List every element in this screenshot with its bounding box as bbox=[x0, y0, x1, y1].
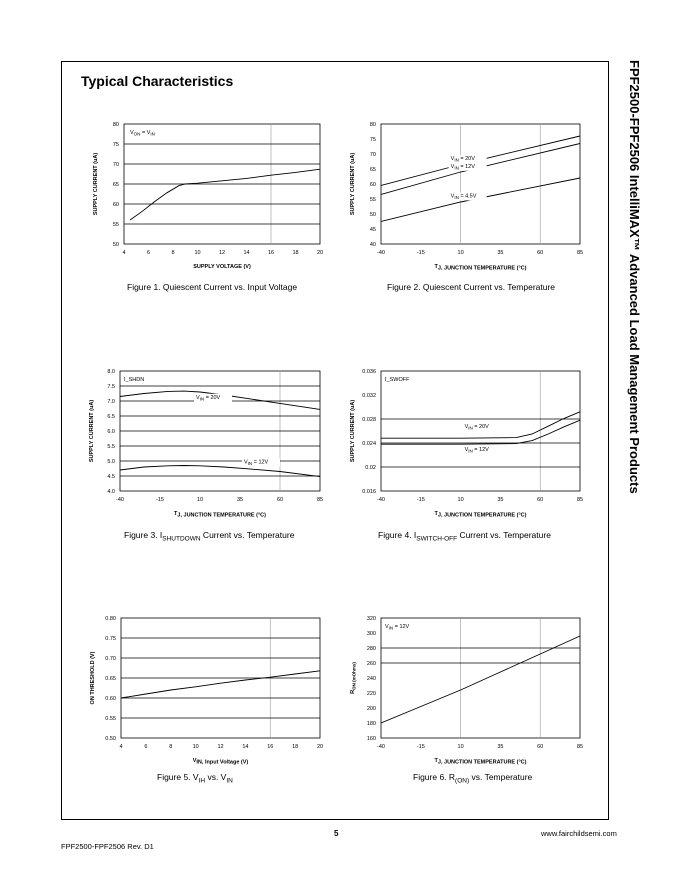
y-axis-label: SUPPLY CURRENT (uA) bbox=[93, 152, 99, 216]
y-tick-label: 75 bbox=[369, 137, 376, 143]
y-tick-label: 6.5 bbox=[107, 414, 115, 420]
y-tick-label: 0.70 bbox=[105, 656, 116, 662]
y-tick-label: 65 bbox=[112, 182, 119, 188]
caption-figure-1: Figure 1. Quiescent Current vs. Input Voltage bbox=[127, 282, 298, 292]
chart-annotation: I_SWOFF bbox=[385, 377, 410, 383]
x-tick-label: 12 bbox=[217, 744, 224, 750]
y-tick-label: 0.80 bbox=[105, 616, 116, 622]
x-tick-label: 6 bbox=[146, 250, 151, 256]
series-line bbox=[381, 636, 580, 723]
y-tick-label: 55 bbox=[112, 222, 119, 228]
x-tick-label: 12 bbox=[218, 250, 226, 256]
x-tick-label: -15 bbox=[416, 250, 425, 256]
document-revision: FPF2500-FPF2506 Rev. D1 bbox=[61, 842, 154, 851]
x-axis-label: TJ, JUNCTION TEMPERATURE (°C) bbox=[174, 511, 266, 519]
y-axis-label: SUPPLY CURRENT (uA) bbox=[350, 152, 356, 216]
y-tick-label: 0.50 bbox=[105, 736, 116, 742]
y-tick-label: 280 bbox=[366, 646, 376, 652]
x-tick-label: 60 bbox=[537, 744, 544, 750]
chart-figure-2 bbox=[348, 118, 598, 278]
y-tick-label: 80 bbox=[369, 122, 376, 128]
x-tick-label: -40 bbox=[377, 744, 385, 750]
caption-figure-3: Figure 3. $I_{SHUTDOWN}$ Current vs. Temperature bbox=[124, 530, 295, 543]
x-tick-label: 20 bbox=[316, 250, 324, 256]
x-tick-label: 20 bbox=[316, 744, 324, 750]
y-axis-label: $R_{ON (mOhms)}$ bbox=[350, 662, 357, 694]
series-label: $V_{IN} = 20V$ bbox=[450, 156, 475, 163]
side-title-text: FPF2500-FPF2506 IntelliMAX™ Advanced Load Management Products bbox=[627, 60, 642, 494]
page-number: 5 bbox=[334, 829, 339, 838]
y-tick-label: 200 bbox=[366, 706, 376, 712]
y-tick-label: 6.0 bbox=[107, 429, 115, 435]
x-tick-label: 8 bbox=[171, 250, 175, 256]
y-tick-label: 220 bbox=[366, 691, 376, 697]
x-tick-label: 18 bbox=[292, 744, 299, 750]
y-axis-label: ON THRESHOLD (V) bbox=[90, 651, 96, 705]
y-tick-label: 70 bbox=[369, 152, 376, 158]
x-tick-label: 85 bbox=[316, 497, 324, 503]
caption-figure-6: Figure 6. $R_{(ON)}$ vs. Temperature bbox=[413, 772, 533, 785]
x-tick-label: 60 bbox=[537, 250, 544, 256]
y-tick-label: 0.65 bbox=[105, 676, 116, 682]
series-label: $V_{IN} = 4.5V$ bbox=[450, 193, 477, 200]
x-tick-label: 85 bbox=[576, 250, 584, 256]
series-line bbox=[130, 169, 320, 220]
x-tick-label: 10 bbox=[457, 744, 464, 750]
chart-annotation: $V_{IN} = 12V$ bbox=[385, 624, 410, 631]
x-tick-label: 60 bbox=[537, 497, 544, 503]
x-tick-label: 85 bbox=[576, 744, 584, 750]
y-axis-label: SUPPLY CURRENT (uA) bbox=[350, 399, 356, 463]
y-tick-label: 160 bbox=[366, 736, 376, 742]
y-tick-label: 240 bbox=[366, 676, 376, 682]
x-tick-label: 10 bbox=[457, 250, 464, 256]
x-tick-label: 10 bbox=[194, 250, 201, 256]
caption-figure-2: Figure 2. Quiescent Current vs. Temperature bbox=[387, 282, 556, 292]
x-tick-label: 35 bbox=[236, 497, 244, 503]
y-tick-label: 0.024 bbox=[362, 441, 376, 447]
x-tick-label: -40 bbox=[377, 250, 385, 256]
x-tick-label: 10 bbox=[192, 744, 199, 750]
series-label: $V_{IN} = 20V$ bbox=[196, 394, 221, 402]
caption-figure-4: Figure 4. $I_{SWITCH-OFF}$ Current vs. Temperature bbox=[378, 530, 551, 543]
y-tick-label: 0.036 bbox=[362, 369, 376, 375]
x-tick-label: 10 bbox=[457, 497, 464, 503]
series-line bbox=[120, 466, 320, 477]
x-tick-label: -40 bbox=[377, 497, 385, 503]
x-axis-label: SUPPLY VOLTAGE (V) bbox=[193, 264, 251, 270]
x-tick-label: 60 bbox=[276, 497, 284, 503]
x-tick-label: 35 bbox=[497, 744, 504, 750]
y-tick-label: 70 bbox=[112, 162, 119, 168]
y-tick-label: 60 bbox=[112, 202, 119, 208]
x-tick-label: -15 bbox=[156, 497, 164, 503]
x-tick-label: 16 bbox=[267, 250, 275, 256]
chart-figure-3 bbox=[88, 365, 338, 525]
x-axis-label: TJ, JUNCTION TEMPERATURE (°C) bbox=[434, 758, 527, 766]
y-tick-label: 65 bbox=[369, 167, 376, 173]
caption-figure-5: Figure 5. $V_{IH}$ vs. $V_{IN}$ bbox=[157, 772, 233, 785]
y-tick-label: 50 bbox=[369, 212, 376, 218]
x-tick-label: 14 bbox=[242, 744, 249, 750]
series-label: $V_{IN} = 12V$ bbox=[464, 447, 489, 454]
x-tick-label: 4 bbox=[122, 250, 126, 256]
chart-annotation: $V_{ON} = V_{IN}$ bbox=[130, 130, 155, 137]
chart-figure-5 bbox=[88, 612, 338, 772]
x-axis-label: TJ, JUNCTION TEMPERATURE (°C) bbox=[434, 264, 527, 272]
x-tick-label: 10 bbox=[196, 497, 204, 503]
x-axis-label: TJ, JUNCTION TEMPERATURE (°C) bbox=[434, 511, 527, 519]
x-tick-label: 18 bbox=[292, 250, 299, 256]
y-tick-label: 260 bbox=[366, 661, 376, 667]
y-tick-label: 5.0 bbox=[107, 459, 115, 465]
x-tick-label: -15 bbox=[416, 744, 425, 750]
y-tick-label: 80 bbox=[112, 122, 119, 128]
y-tick-label: 50 bbox=[112, 242, 119, 248]
x-tick-label: 85 bbox=[576, 497, 584, 503]
y-tick-label: 8.0 bbox=[107, 369, 115, 375]
y-tick-label: 0.028 bbox=[362, 417, 376, 423]
x-tick-label: 6 bbox=[144, 744, 148, 750]
x-tick-label: 16 bbox=[267, 744, 274, 750]
y-tick-label: 4.5 bbox=[107, 474, 115, 480]
x-tick-label: 35 bbox=[497, 497, 504, 503]
y-tick-label: 0.02 bbox=[365, 465, 376, 471]
chart-figure-1 bbox=[88, 118, 338, 278]
y-tick-label: 55 bbox=[369, 197, 376, 203]
series-label: $V_{IN} = 12V$ bbox=[450, 163, 475, 171]
x-tick-label: 35 bbox=[497, 250, 504, 256]
y-tick-label: 300 bbox=[366, 631, 376, 637]
y-tick-label: 0.60 bbox=[105, 696, 116, 702]
x-axis-label: VIN, Input Voltage (V) bbox=[192, 758, 249, 766]
y-tick-label: 180 bbox=[366, 721, 376, 727]
y-tick-label: 5.5 bbox=[107, 444, 115, 450]
y-tick-label: 0.016 bbox=[362, 489, 376, 495]
side-title bbox=[622, 60, 642, 520]
x-tick-label: -15 bbox=[416, 497, 425, 503]
website-link[interactable]: www.fairchildsemi.com bbox=[541, 829, 617, 838]
x-tick-label: -40 bbox=[116, 497, 124, 503]
y-tick-label: 7.5 bbox=[107, 384, 115, 390]
y-tick-label: 0.55 bbox=[105, 716, 116, 722]
y-tick-label: 60 bbox=[369, 182, 376, 188]
y-tick-label: 0.032 bbox=[362, 393, 376, 399]
y-tick-label: 0.75 bbox=[105, 636, 116, 642]
y-tick-label: 7.0 bbox=[107, 399, 115, 405]
y-tick-label: 75 bbox=[112, 142, 119, 148]
x-tick-label: 8 bbox=[169, 744, 173, 750]
series-line bbox=[121, 671, 320, 698]
y-tick-label: 320 bbox=[366, 616, 376, 622]
y-tick-label: 45 bbox=[369, 227, 376, 233]
series-label: $V_{IN} = 12V$ bbox=[244, 459, 269, 466]
chart-figure-4 bbox=[340, 365, 598, 525]
x-tick-label: 14 bbox=[243, 250, 250, 256]
section-title: Typical Characteristics bbox=[81, 73, 234, 89]
chart-annotation: I_SHDN bbox=[124, 377, 145, 383]
y-tick-label: 40 bbox=[369, 242, 376, 248]
x-tick-label: 4 bbox=[119, 744, 123, 750]
y-tick-label: 4.0 bbox=[107, 489, 115, 495]
y-axis-label: SUPPLY CURRENT (uA) bbox=[89, 399, 95, 463]
series-label: $V_{IN} = 20V$ bbox=[464, 424, 489, 431]
chart-figure-6 bbox=[348, 612, 598, 772]
plot-area bbox=[381, 618, 580, 738]
